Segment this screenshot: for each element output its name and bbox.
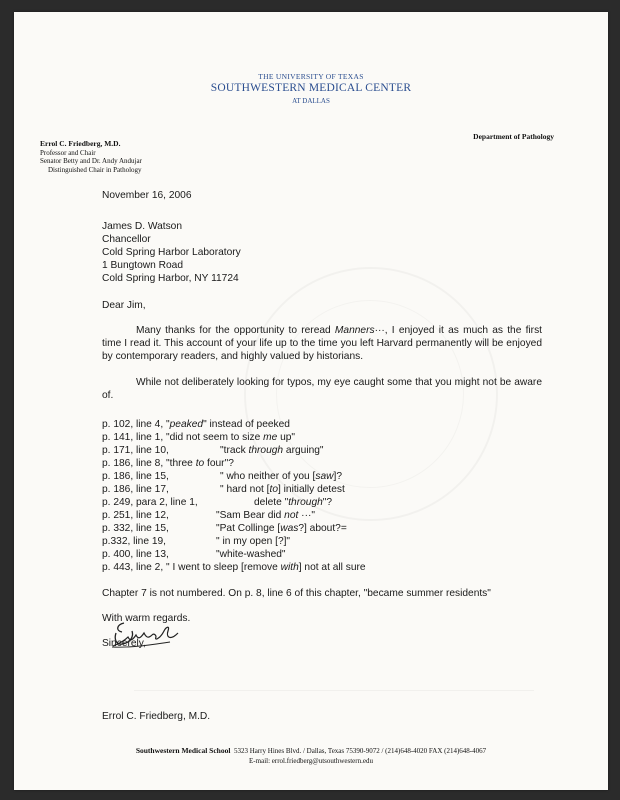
chapter-note: Chapter 7 is not numbered. On p. 8, line 6 of this chapter, "became summer residents": [102, 588, 491, 599]
book-title: Manners: [334, 325, 375, 336]
paragraph-1-text-b: ···, I enjoyed it as much as the first time I read it. This account of your life up to the time you left Harvard permanently will be enjoyed by contemporary readers, and highly valued by historians.: [102, 325, 543, 362]
paragraph-1-text-a: Many thanks for the opportunity to reread: [136, 325, 335, 336]
closing-sincerely: Sincerely,: [102, 638, 146, 649]
footer-address-text: 5323 Harry Hines Blvd. / Dallas, Texas 75390-9072 / (214)648-4020 FAX (214)648-4067: [233, 747, 487, 755]
recipient-line: Cold Spring Harbor, NY 11724: [102, 273, 239, 284]
typo-item: p.332, line 19, " in my open [?]": [102, 536, 291, 547]
typo-item: p. 186, line 15, " who neither of you [saw]?: [102, 471, 342, 482]
paragraph-1: [102, 325, 542, 363]
letter-date: November 16, 2006: [102, 190, 192, 201]
typo-item: p. 249, para 2, line 1, delete "through"?: [102, 497, 333, 508]
typo-item: p. 400, line 13, "white-washed": [102, 549, 286, 560]
faint-bleedthrough-line: [134, 690, 534, 691]
footer-school: Southwestern Medical School: [135, 746, 231, 755]
typo-item: p. 186, line 17, " hard not [to] initially detest: [102, 484, 345, 495]
department-label: Department of Pathology: [473, 132, 554, 141]
typo-item: p. 171, line 10, "track through arguing": [102, 445, 324, 456]
typo-item: p. 251, line 12, "Sam Bear did not ···": [102, 510, 315, 521]
closing-regards: With warm regards.: [102, 613, 191, 624]
recipient-line: Chancellor: [102, 234, 151, 245]
sender-title-3: Distinguished Chair in Pathology: [48, 165, 142, 174]
footer-email: E-mail: errol.friedberg@utsouthwestern.edu: [249, 757, 373, 765]
sender-name: Errol C. Friedberg, M.D.: [40, 139, 121, 148]
sender-block: [40, 140, 142, 174]
typo-item: p. 443, line 2, " I went to sleep [remove with] not at all sure: [102, 562, 366, 573]
sender-title-1: Professor and Chair: [40, 148, 96, 157]
paragraph-2: [102, 377, 542, 403]
recipient-line: James D. Watson: [102, 221, 183, 232]
footer-address: [14, 746, 608, 755]
recipient-line: 1 Bungtown Road: [102, 260, 183, 271]
letterhead-line-3: AT DALLAS: [292, 97, 330, 105]
typo-item: p. 186, line 8, "three to four"?: [102, 458, 234, 469]
letterhead-line-1: THE UNIVERSITY OF TEXAS: [258, 72, 364, 81]
typo-item: p. 102, line 4, "peaked" instead of peeked: [102, 419, 290, 430]
handwritten-signature: [110, 617, 200, 651]
paragraph-2-text: While not deliberately looking for typos, my eye caught some that you might not be aware of.: [102, 377, 542, 401]
salutation: Dear Jim,: [102, 300, 146, 311]
typo-item: p. 332, line 15, "Pat Collinge [was?] about?=: [102, 523, 347, 534]
sender-title-2: Senator Betty and Dr. Andy Andujar: [40, 157, 142, 166]
letter-page: [14, 12, 608, 790]
letterhead-line-2: SOUTHWESTERN MEDICAL CENTER: [210, 82, 412, 94]
recipient-line: Cold Spring Harbor Laboratory: [102, 247, 241, 258]
typo-item: p. 141, line 1, "did not seem to size me up": [102, 432, 296, 443]
signature-name: Errol C. Friedberg, M.D.: [102, 711, 211, 722]
